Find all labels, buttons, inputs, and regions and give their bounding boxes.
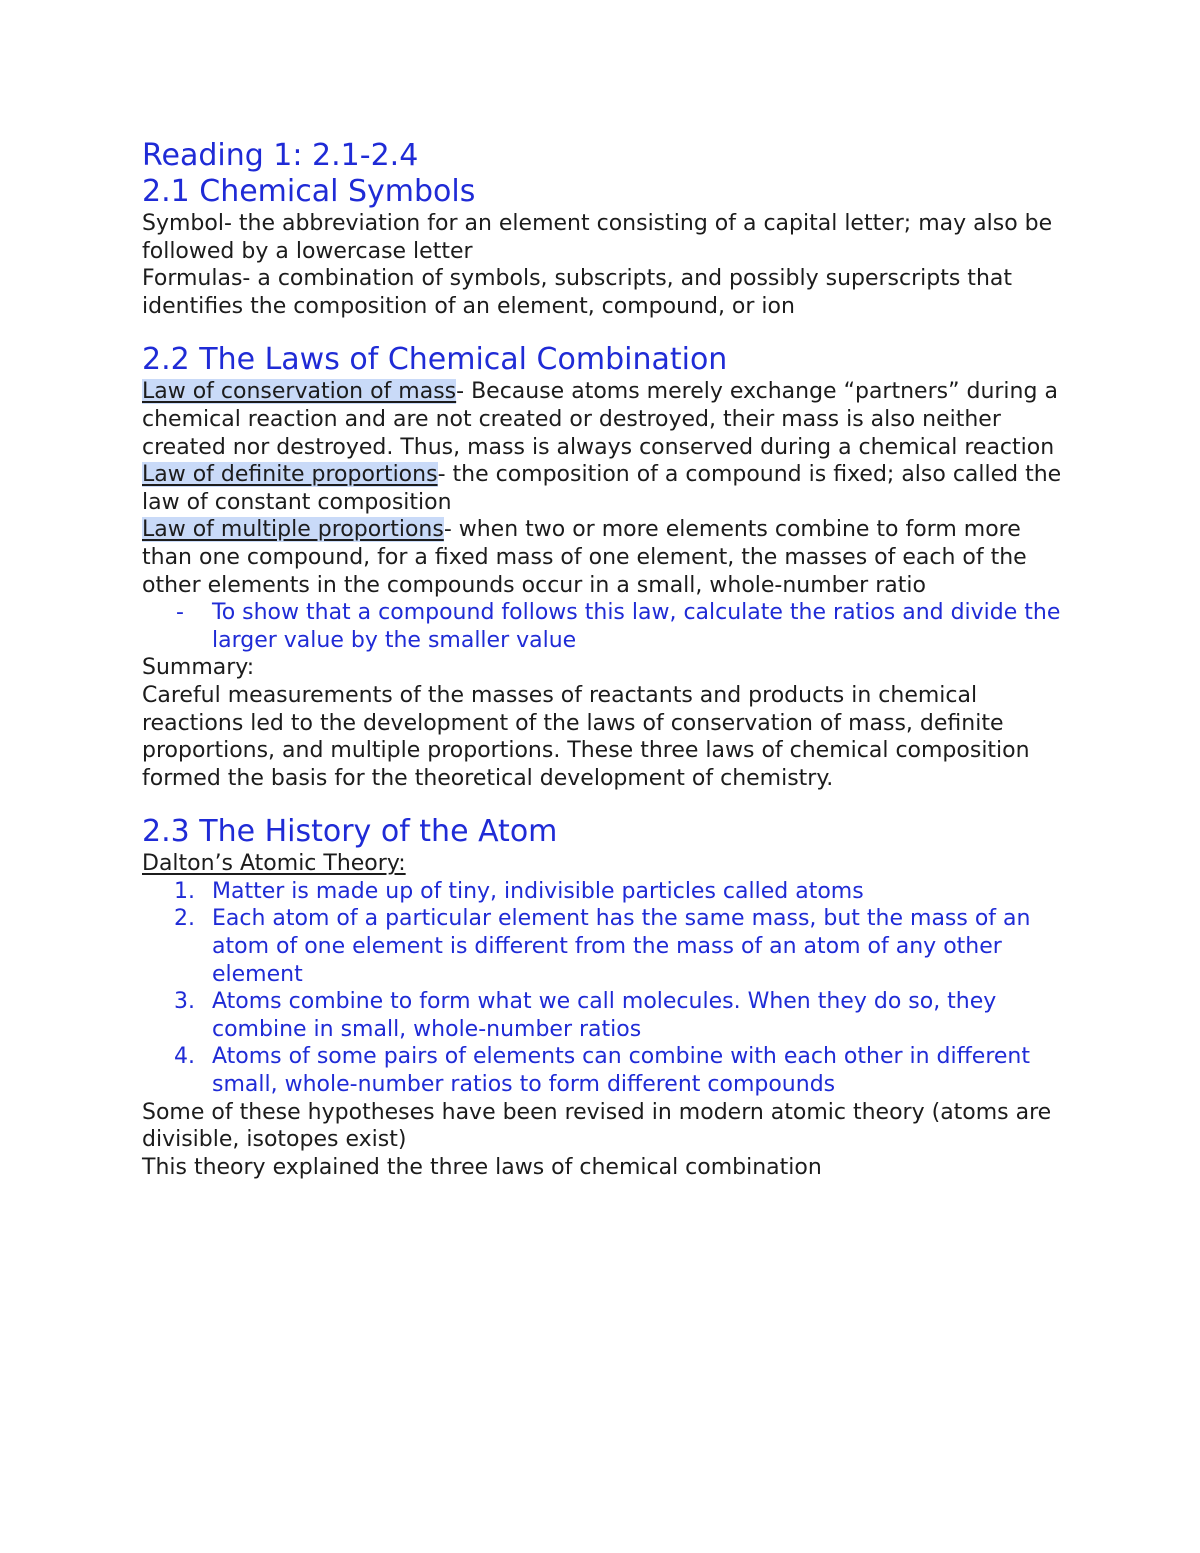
document-page xyxy=(142,138,1072,1181)
list-number: 2. xyxy=(174,906,195,932)
theory-list xyxy=(142,878,1072,1099)
tip-text: To show that a compound follows this law, calculate the ratios and divide the larger value by the smaller value xyxy=(212,600,1061,653)
list-item-text: Atoms of some pairs of elements can combine with each other in different small, whole-number ratios to form different compounds xyxy=(212,1044,1030,1098)
list-number: 1. xyxy=(174,878,195,904)
section-2-3-heading: 2.3 The History of the Atom xyxy=(142,814,558,850)
law-multiple-proportions xyxy=(142,516,1072,599)
highlighted-term: Law of conservation of mass xyxy=(142,379,457,405)
tip-list xyxy=(142,599,1072,654)
theory-label-text: Dalton’s Atomic Theory: xyxy=(142,851,406,877)
law-definition: - when two or more elements combine to form more than one compound, for a fixed mass of one element, the masses of each of the other elements in the compounds occur in a small, whole-number ratio xyxy=(142,517,1027,598)
list-item-text: Matter is made up of tiny, indivisible particles called atoms xyxy=(212,878,864,904)
list-number: 3. xyxy=(174,989,195,1015)
page-title: Reading 1: 2.1-2.4 xyxy=(142,138,419,173)
theory-conclusion: This theory explained the three laws of chemical combination xyxy=(142,1154,822,1180)
law-definition: - Because atoms merely exchange “partners” during a chemical reaction and are not created or destroyed, their mass is also neither created nor destroyed. Thus, mass is always conserved during a chemical reaction xyxy=(142,379,1058,460)
theory-label xyxy=(142,850,1072,878)
summary-label: Summary: xyxy=(142,655,255,681)
highlighted-term: Law of definite proportions xyxy=(142,462,438,488)
list-item xyxy=(174,988,1072,1043)
dash-bullet: - xyxy=(176,600,184,626)
revision-note: Some of these hypotheses have been revised in modern atomic theory (atoms are divisible, isotopes exist) xyxy=(142,1099,1052,1153)
highlighted-term: Law of multiple proportions xyxy=(142,517,444,543)
law-definite-proportions xyxy=(142,461,1072,516)
list-item xyxy=(174,878,1072,906)
list-item xyxy=(174,1043,1072,1098)
law-conservation-mass xyxy=(142,378,1072,461)
list-number: 4. xyxy=(174,1044,195,1070)
list-item xyxy=(174,905,1072,988)
list-item xyxy=(176,599,1072,654)
section-2-1-heading: 2.1 Chemical Symbols xyxy=(142,174,476,209)
list-item-text: Atoms combine to form what we call molecules. When they do so, they combine in small, whole-number ratios xyxy=(212,989,997,1042)
symbol-definition: Symbol- the abbreviation for an element consisting of a capital letter; may also be followed by a lowercase letter xyxy=(142,211,1053,264)
list-item-text: Each atom of a particular element has the same mass, but the mass of an atom of one element is different from the mass of an atom of any other element xyxy=(212,906,1031,987)
law-definition: - the composition of a compound is fixed; also called the law of constant composition xyxy=(142,462,1062,515)
formulas-definition: Formulas- a combination of symbols, subscripts, and possibly superscripts that identifies the composition of an element, compound, or ion xyxy=(142,266,1012,319)
section-2-2-heading: 2.2 The Laws of Chemical Combination xyxy=(142,342,728,378)
summary-text: Careful measurements of the masses of reactants and products in chemical reactions led to the development of the laws of conservation of mass, definite proportions, and multiple proportions. These three laws of chemical composition formed the basis for the theoretical development of chemistry. xyxy=(142,682,1030,791)
